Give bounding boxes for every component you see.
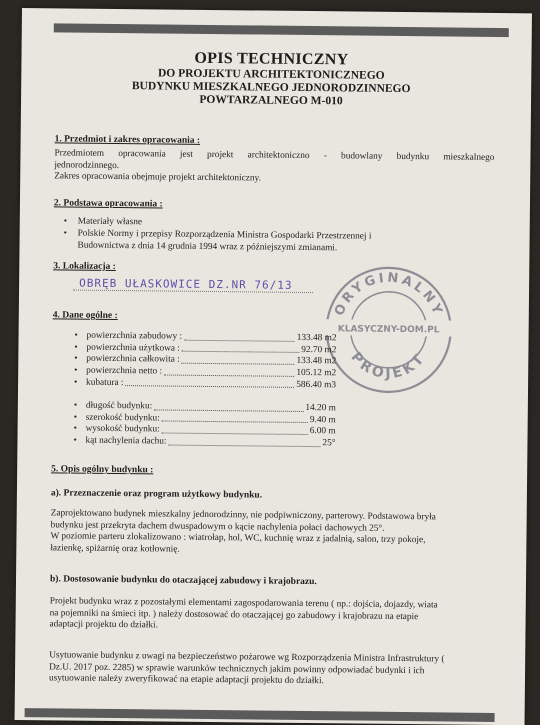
general-data-value: 9.40 m [309,414,336,425]
section-5a-text [50,508,495,559]
general-data-value: 14.20 m [305,402,336,414]
section-1-line-2: jednorodzinnego. [54,159,120,171]
section-5b-line-1: Projekt budynku wraz z pozostałymi elementami zagospodarowania terenu ( np.: dojścia, dojazdy, wiata [49,596,438,611]
general-data-label: szerokość budynku: [85,412,160,424]
section-5b-header: b). Dostosowanie budynku do otaczającej zabudowy i krajobrazu. [49,574,317,588]
section-5a-line-2: budynku jest przekryta dachem dwuspadowym o kącie nachylenia połaci dachowych 25°. [50,519,385,534]
general-data-label: kubatura : [86,377,124,388]
stamp-top-text: ORYGINALNY [331,270,446,320]
general-data-label: kąt nachylenia dachu: [85,435,167,447]
bullet-icon: • [73,412,78,423]
general-data-value: 6.00 m [309,426,336,437]
section-5-location-text [49,650,494,689]
bullet-icon: • [74,342,78,353]
bullet-icon: • [74,353,78,364]
stamp-middle-text: KLASYCZNY-DOM.PL [337,324,440,336]
leader-dots [125,378,294,388]
general-data-item [74,377,337,391]
document-title [101,49,442,110]
section-5b-line-3: adaptacji projektu do działki. [49,619,159,631]
section-5a-line-1: Zaprojektowano budynek mieszkalny jednorodzinny, nie podpiwniczony, parterowy. Podstawowa bryła [50,508,436,523]
general-data-value: 133.48 m2 [296,356,337,367]
section-5-header: 5. Opis ogólny budynku : [51,464,154,476]
bullet-icon: • [73,400,78,411]
general-data-item [73,435,336,450]
leader-dots [162,425,308,435]
general-data-label: długość budynku: [85,400,153,412]
leader-dots [182,343,300,353]
section-5b-line-2: na pojemniki na śmieci itp. ) należy dostosować do otaczającej go zabudowy i krajobrazu na etapie [49,607,419,622]
section-3-header: 3. Lokalizacja : [53,261,116,272]
original-project-stamp [318,261,459,397]
section-4-header: 4. Dane ogólne : [52,310,118,322]
title-line-4: POWTARZALNEGO M-010 [199,93,343,108]
title-line-3: BUDYNKU MIESZKALNEGO JEDNORODZINNEGO [131,80,411,96]
general-data-label: wysokość budynku: [85,424,160,435]
general-data-value: 25° [322,438,336,449]
general-data-value: 105.12 m2 [296,367,337,379]
section-1-text [54,148,494,187]
bullet-icon: • [74,365,78,376]
section-5a-header: a). Przeznaczenie oraz program użytkowy budynku. [50,488,263,501]
section-2-header: 2. Podstawa opracowania : [53,198,163,210]
section-5b-text [49,596,494,635]
general-data-value: 586.40 m3 [296,379,337,391]
section-5-location-line-3: usytuowanie należy zweryfikować na etapie adaptacji projektu do działki. [48,673,324,687]
section-2-bullet-2-line-2: Budownictwa z dnia 14 grudnia 1994 wraz z późniejszymi zmianami. [77,240,338,253]
bullet-icon: • [73,435,77,446]
stamp-bottom-text: PROJEKT [347,349,430,383]
section-1-line-1: Przedmiotem opracowania jest projekt architektoniczno - budowlany budynku mieszkalnego [54,148,495,163]
bullet-icon: • [74,330,78,341]
section-2-bullet-2-line-1: • Polskie Normy i przepisy Rozporządzenia Ministra Gospodarki Przestrzennej i [77,228,372,242]
general-data-label: powierzchnia użytkowa : [86,342,180,354]
general-data-label: powierzchnia całkowita : [86,354,180,366]
bullet-icon: • [73,423,77,434]
leader-dots [168,437,320,447]
section-5a-line-4: łazienkę, spiżarnię oraz kotłownię. [50,542,180,555]
document-page [15,8,532,725]
leader-dots [182,355,295,365]
general-data-label: powierzchnia netto : [86,365,163,377]
top-rule [54,23,509,37]
section-1-line-3: Zakres opracowania obejmuje projekt architektoniczny. [54,171,261,184]
section-5a-line-3: W poziomie parteru zlokalizowano : wiatrołap, hol, WC, kuchnię wraz z jadalnią, salon, trzy pokoje, [50,531,426,546]
title-line-2: DO PROJEKTU ARCHITEKTONICZNEGO [157,67,385,82]
general-data-value: 133.48 m2 [296,332,337,344]
handwritten-location: OBRĘB UŁASKOWICE DZ.NR 76/13 [79,276,293,292]
section-5-location-line-1: Usytuowanie budynku z uwagi na bezpieczeństwo pożarowe wg Rozporządzenia Ministra Infrastruktury ( [49,650,445,665]
general-data-value: 92.70 m2 [301,344,337,355]
leader-dots [154,401,303,411]
leader-dots [162,413,308,423]
section-1-header: 1. Przedmiot i zakres opracowania : [54,134,201,146]
leader-dots [164,367,294,377]
section-5-location-line-2: Dz.U. 2017 poz. 2285) w sprawie warunków technicznych jakim powinny odpowiadać budynki i ich [49,661,425,676]
general-data-list-dimensions [73,400,336,450]
leader-dots [184,332,295,342]
bullet-icon: • [74,377,78,388]
section-2-bullet-2 [77,229,497,256]
section-2-bullet-1: • Materiały własne [78,217,142,229]
title-line-1: OPIS TECHNICZNY [194,49,349,69]
general-data-label: powierzchnia zabudowy : [86,330,183,342]
general-data-list-area [74,330,337,392]
